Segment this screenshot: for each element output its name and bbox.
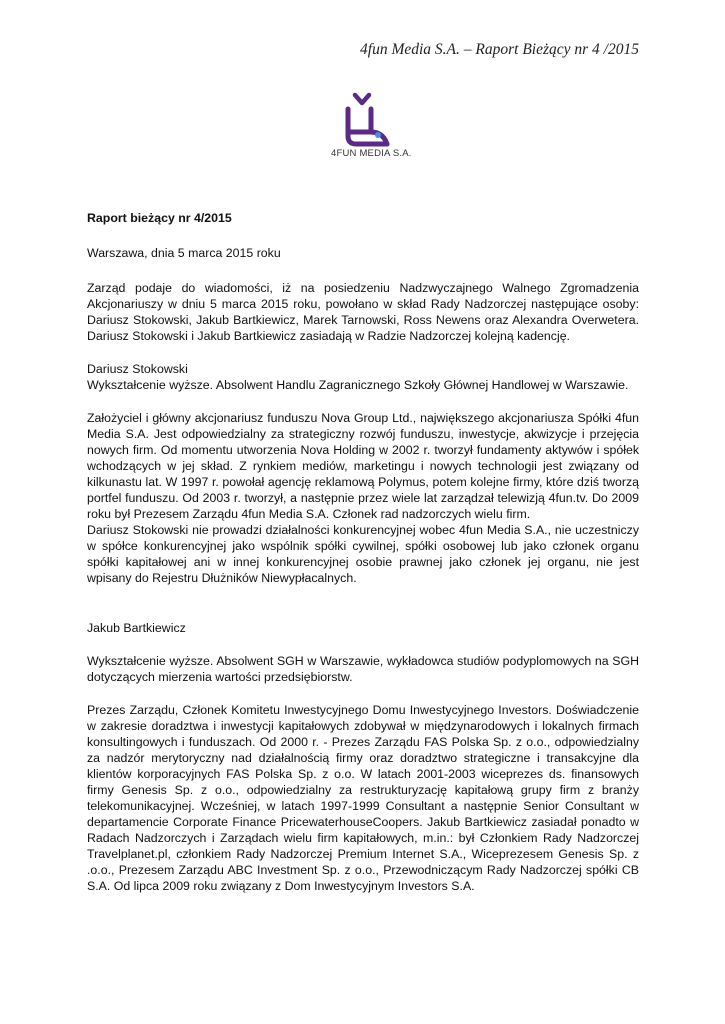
person1-education: Wykształcenie wyższe. Absolwent Handlu Zagranicznego Szkoły Głównej Handlowej w Warszawie. — [87, 378, 629, 392]
logo-frame-shape — [348, 109, 387, 144]
person2-bio: Prezes Zarządu, Członek Komitetu Inwestycyjnego Domu Inwestycyjnego Investors. Doświadczenie w zakresie doradztwa i inwestycji kapitałowych zdobywał w międzynarodowych i lokalnych firmach konsultingowych i funduszach. Od 2000 r. - Prezes Zarządu FAS Polska Sp. z o.o., odpowiedzialny za nadzór merytoryczny nad działalnością firmy oraz doradztwo strategiczne i transakcyjne dla klientów korporacyjnych FAS Polska Sp. z o.o. W latach 2001-2003 wiceprezes ds. finansowych firmy Genesis Sp. z o.o., odpowiedzialny za restrukturyzację kapitałową grupy firm z branży telekomunikacyjnej. Wcześniej, w latach 1997-1999 Consultant a następnie Senior Consultant w departamencie Corporate Finance PricewaterhouseCoopers. Jakub Bartkiewicz zasiadał ponadto w Radach Nadzorczych i Zarządach wielu firm kapitałowych, m.in.: był Członkiem Rady Nadzorczej Travelplanet.pl, członkiem Rady Nadzorczej Premium Internet S.A., Wiceprezesem Genesis Sp. z .o.o., Prezesem Zarządu ABC Investment Sp. z o.o., Przewodniczącym Rady Nadzorczej spółki CB S.A. Od lipca 2009 roku związany z Dom Inwestycyjnym Investors S.A. — [87, 703, 639, 893]
report-reference-header: 4fun Media S.A. – Raport Bieżący nr 4 /2015 — [360, 41, 639, 58]
person1-bio: Założyciel i główny akcjonariusz funduszu Nova Group Ltd., największego akcjonariusza Spółki 4fun Media S.A. Jest odpowiedzialny za strategiczny rozwój funduszu, inwestycje, akwizycje i przejęcia nowych firm. Od momentu utworzenia Nova Holding w 2002 r. tworzył fundamenty aktywów i spółek wchodzących w jej skład. Z rynkiem mediów, marketingu i nowych technologii jest związany od kilkunastu lat. W 1997 r. powołał agencję reklamową Polymus, potem kolejne firmy, które dziś tworzą portfel funduszu. Od 2003 r. tworzył, a następnie przez wiele lat zarządzał telewizją 4fun.tv. Do 2009 roku był Prezesem Zarządu 4fun Media S.A. Członek rad nadzorczych wielu firm. — [87, 411, 639, 521]
logo-caron-mark — [355, 95, 369, 103]
intro-paragraph: Zarząd podaje do wiadomości, iż na posiedzeniu Nadzwyczajnego Walnego Zgromadzenia Akcjonariuszy w dniu 5 marca 2015 roku, powołano w skład Rady Nadzorczej następujące osoby: Dariusz Stokowski, Jakub Bartkiewicz, Marek Tarnowski, Ross Newens oraz Alexandra Overwetera. Dariusz Stokowski i Jakub Bartkiewicz zasiadają w Radzie Nadzorczej kolejną kadencję. — [87, 281, 639, 343]
logo-dot — [375, 132, 381, 138]
person2-education: Wykształcenie wyższe. Absolwent SGH w Warszawie, wykładowca studiów podyplomowych na SGH dotyczących mierzenia wartości przedsiębiorstw. — [87, 654, 639, 684]
person1-name: Dariusz Stokowski — [87, 362, 188, 376]
person1-statement: Dariusz Stokowski nie prowadzi działalności konkurencyjnej wobec 4fun Media S.A., nie uczestniczy w spółce konkurencyjnej jako wspólnik spółki cywilnej, spółki osobowej lub jako członek organu spółki kapitałowej ani w innej konkurencyjnej osobie prawnej jako członek jej organu, nie jest wpisany do Rejestru Dłużników Niewypłacalnych. — [87, 523, 639, 585]
document-body — [87, 210, 639, 894]
person2-name: Jakub Bartkiewicz — [87, 621, 186, 635]
report-title: Raport bieżący nr 4/2015 — [87, 211, 232, 225]
logo-caption: 4FUN MEDIA S.A. — [331, 148, 412, 159]
place-date: Warszawa, dnia 5 marca 2015 roku — [87, 246, 281, 260]
